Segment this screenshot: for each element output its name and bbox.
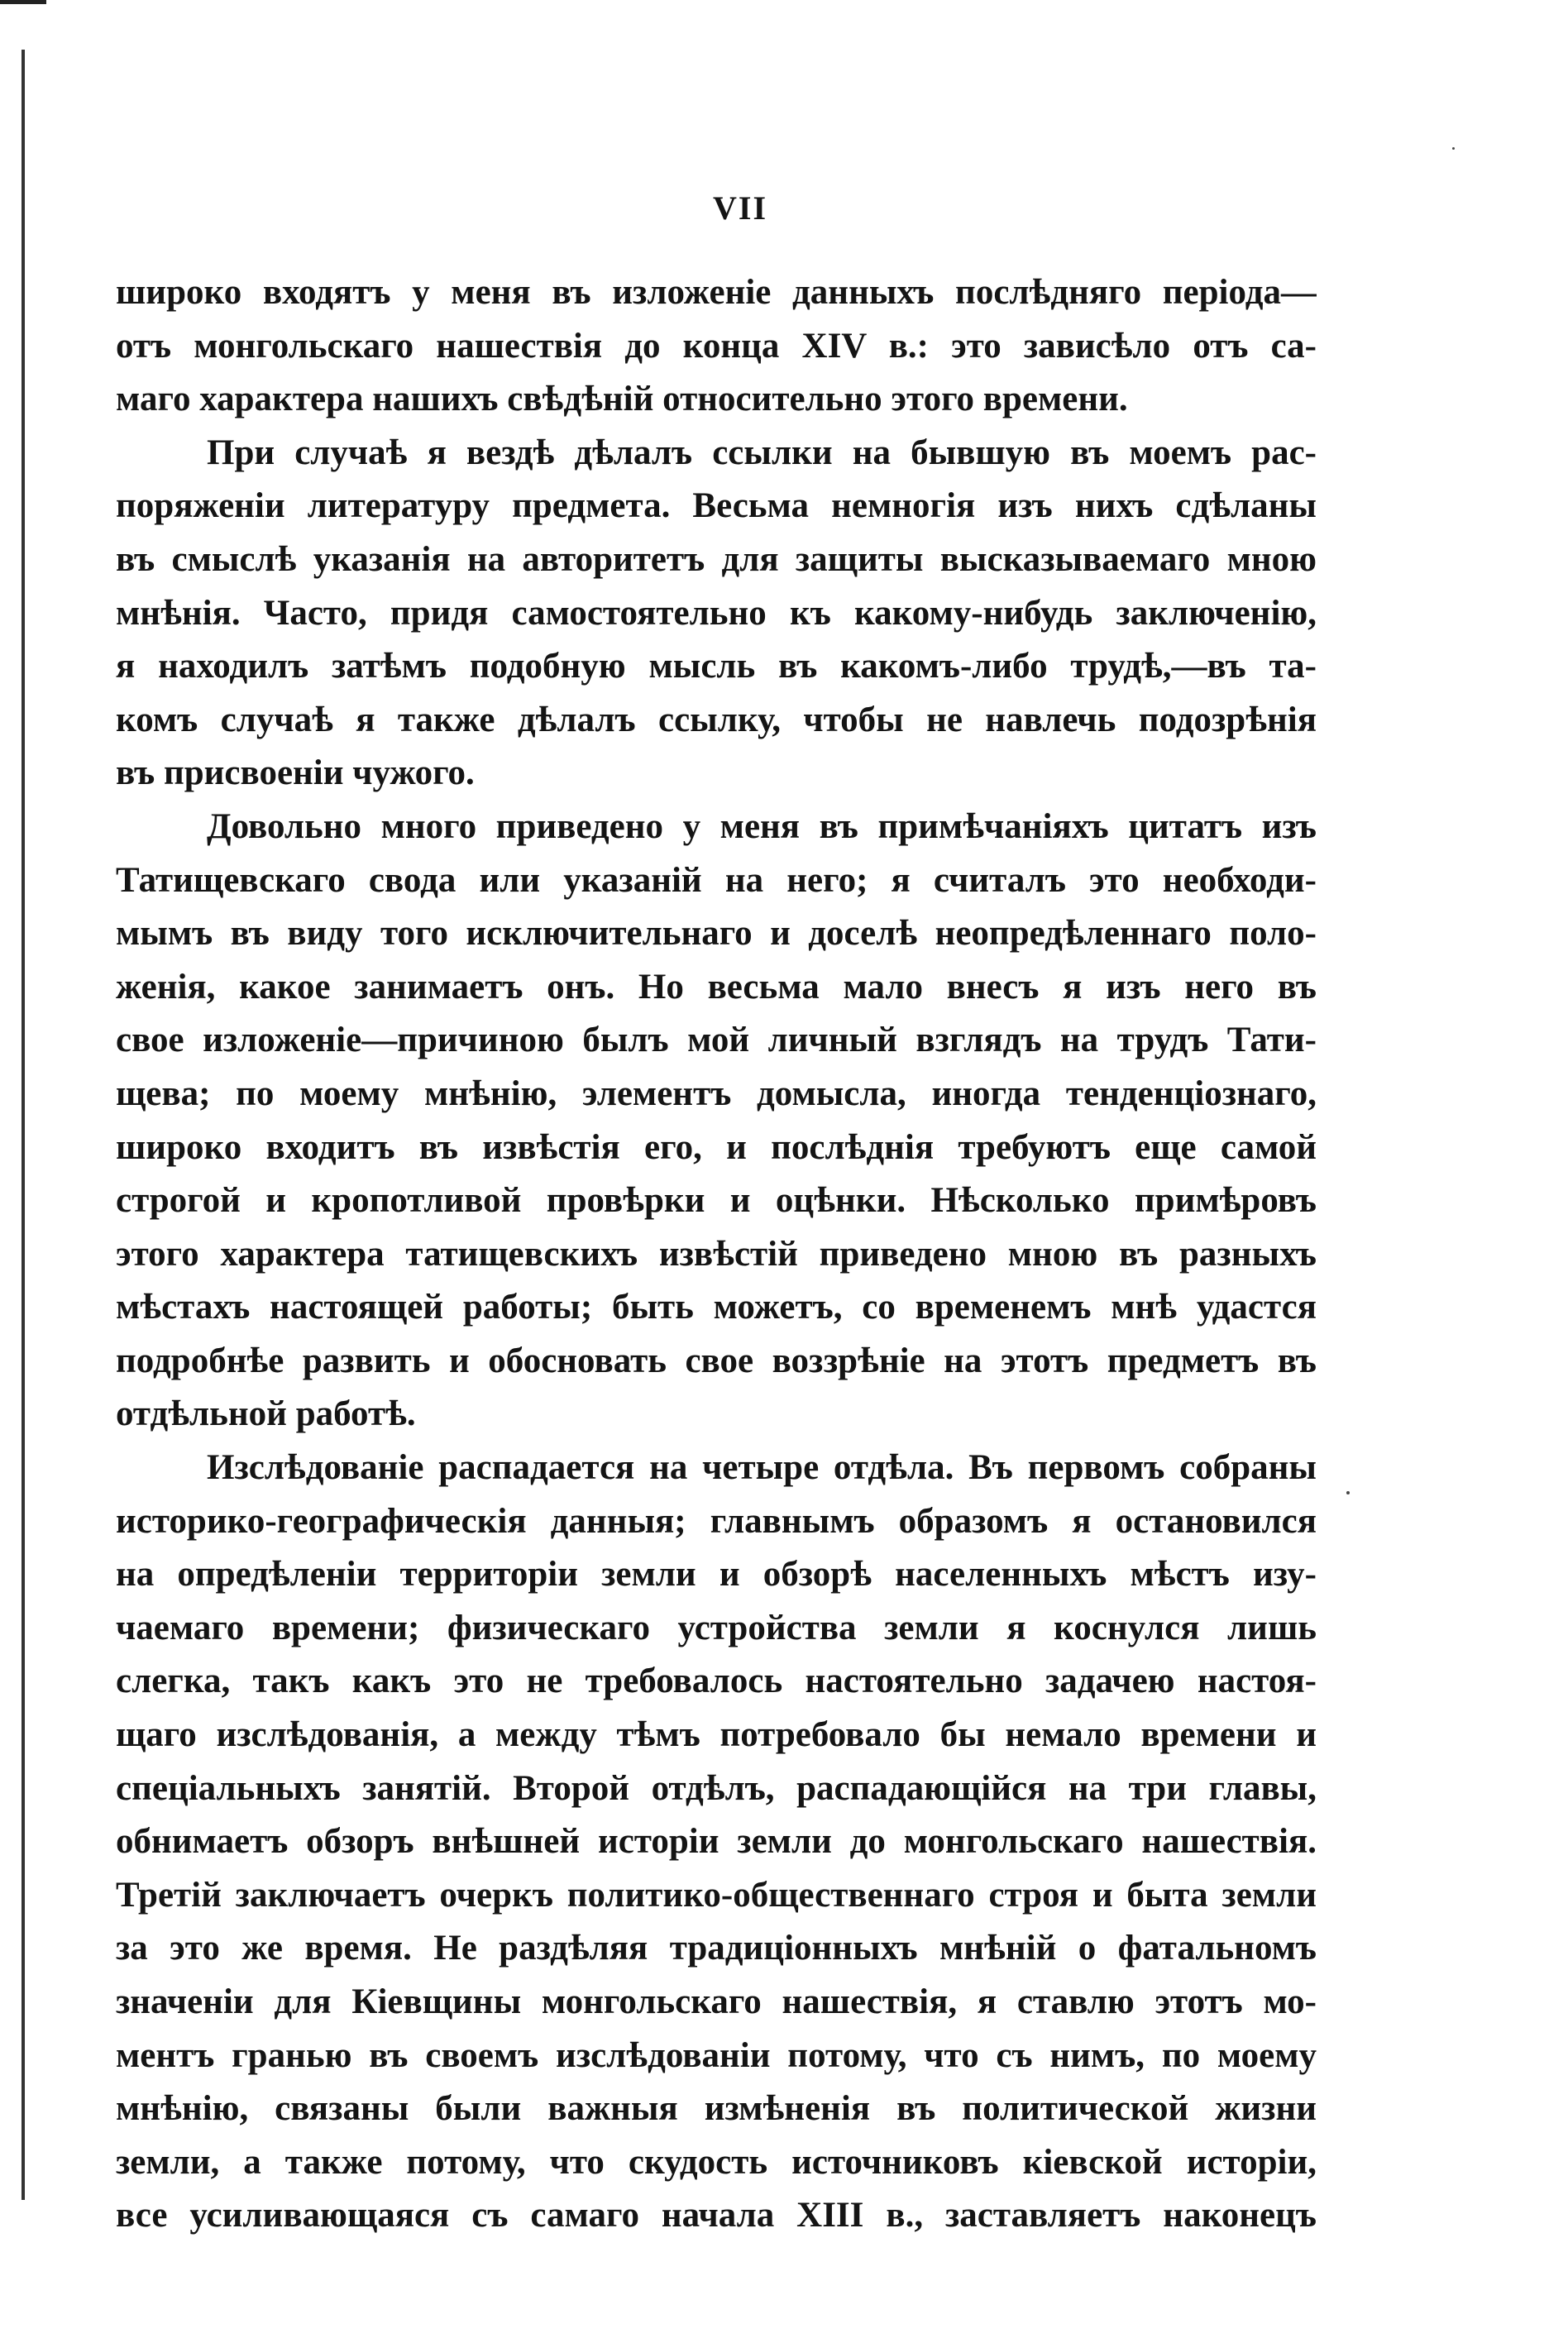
text-line: за это же время. Не раздѣляя традиціонныхъ мнѣній о фатальномъ (116, 1929, 1317, 1968)
text-line: я находилъ затѣмъ подобную мысль въ какомъ-либо трудѣ,—въ та- (116, 647, 1317, 686)
text-line: маго характера нашихъ свѣдѣній относительно этого времени. (116, 380, 1128, 419)
text-line: мнѣнію, связаны были важныя измѣненія въ политической жизни (116, 2089, 1317, 2129)
text-line: значеніи для Кіевщины монгольскаго нашествія, я ставлю этотъ мо- (116, 1982, 1317, 2021)
text-line: этого характера татищевскихъ извѣстій приведено мною въ разныхъ (116, 1234, 1317, 1274)
text-line: отдѣльной работѣ. (116, 1394, 416, 1434)
text-line: поряженіи литературу предмета. Весьма немногія изъ нихъ сдѣланы (116, 486, 1317, 526)
text-line: обнимаетъ обзоръ внѣшней исторіи земли до монгольскаго нашествія. (116, 1822, 1317, 1862)
text-line: ментъ гранью въ своемъ изслѣдованіи потому, что съ нимъ, по моему (116, 2035, 1317, 2075)
scan-speck (1346, 1491, 1350, 1494)
text-line: земли, а также потому, что скудость источниковъ кіевской исторіи, (116, 2142, 1317, 2182)
scan-speck (1452, 147, 1455, 150)
scan-corner-mark (0, 0, 46, 4)
text-line: на опредѣленіи территоріи земли и обзорѣ населенныхъ мѣстъ изу- (116, 1555, 1317, 1595)
text-line: Татищевскаго свода или указаній на него; я считалъ это необходи- (116, 860, 1317, 900)
text-line: мѣстахъ настоящей работы; быть можетъ, со временемъ мнѣ удастся (116, 1288, 1317, 1327)
scan-edge-rule (22, 50, 25, 2200)
text-line: историко-географическія данныя; главнымъ образомъ я остановился (116, 1501, 1317, 1541)
text-line: слегка, такъ какъ это не требовалось настоятельно задачею настоя- (116, 1662, 1317, 1701)
text-line: щаго изслѣдованія, а между тѣмъ потребовало бы немало времени и (116, 1715, 1317, 1755)
text-line: щева; по моему мнѣнію, элементъ домысла, иногда тенденціознаго, (116, 1073, 1317, 1113)
text-line: подробнѣе развить и обосновать свое воззрѣніе на этотъ предметъ въ (116, 1341, 1317, 1380)
text-line: все усиливающаяся съ самаго начала XIII в., заставляетъ наконецъ (116, 2196, 1317, 2235)
body-text (116, 266, 1317, 2243)
text-line: мымъ въ виду того исключительнаго и доселѣ неопредѣленнаго поло- (116, 914, 1317, 954)
text-line: мнѣнія. Часто, придя самостоятельно къ какому-нибудь заключенію, (116, 593, 1317, 633)
text-line: Довольно много приведено у меня въ примѣчаніяхъ цитатъ изъ (207, 806, 1317, 846)
page-number: VII (712, 189, 768, 227)
text-line: Изслѣдованіе распадается на четыре отдѣла. Въ первомъ собраны (207, 1448, 1317, 1488)
text-line: женія, какое занимаетъ онъ. Но весьма мало внесъ я изъ него въ (116, 967, 1317, 1007)
text-line: Третій заключаетъ очеркъ политико-общественнаго строя и быта земли (116, 1875, 1317, 1915)
text-line: свое изложеніе—причиною былъ мой личный взглядъ на трудъ Тати- (116, 1021, 1317, 1060)
text-line: широко входятъ у меня въ изложеніе данныхъ послѣдняго періода— (116, 273, 1317, 312)
text-line: въ присвоеніи чужого. (116, 753, 475, 793)
text-line: широко входитъ въ извѣстія его, и послѣднія требуютъ еще самой (116, 1127, 1317, 1167)
text-line: При случаѣ я вездѣ дѣлалъ ссылки на бывшую въ моемъ рас- (207, 433, 1317, 472)
text-line: комъ случаѣ я также дѣлалъ ссылку, чтобы не навлечь подозрѣнія (116, 700, 1317, 739)
text-line: строгой и кропотливой провѣрки и оцѣнки. Нѣсколько примѣровъ (116, 1181, 1317, 1221)
text-line: спеціальныхъ занятій. Второй отдѣлъ, распадающійся на три главы, (116, 1768, 1317, 1808)
text-line: чаемаго времени; физическаго устройства земли я коснулся лишь (116, 1608, 1317, 1647)
text-line: отъ монгольскаго нашествія до конца XIV в.: это зависѣло отъ са- (116, 326, 1317, 366)
text-line: въ смыслѣ указанія на авторитетъ для защиты высказываемаго мною (116, 539, 1317, 579)
